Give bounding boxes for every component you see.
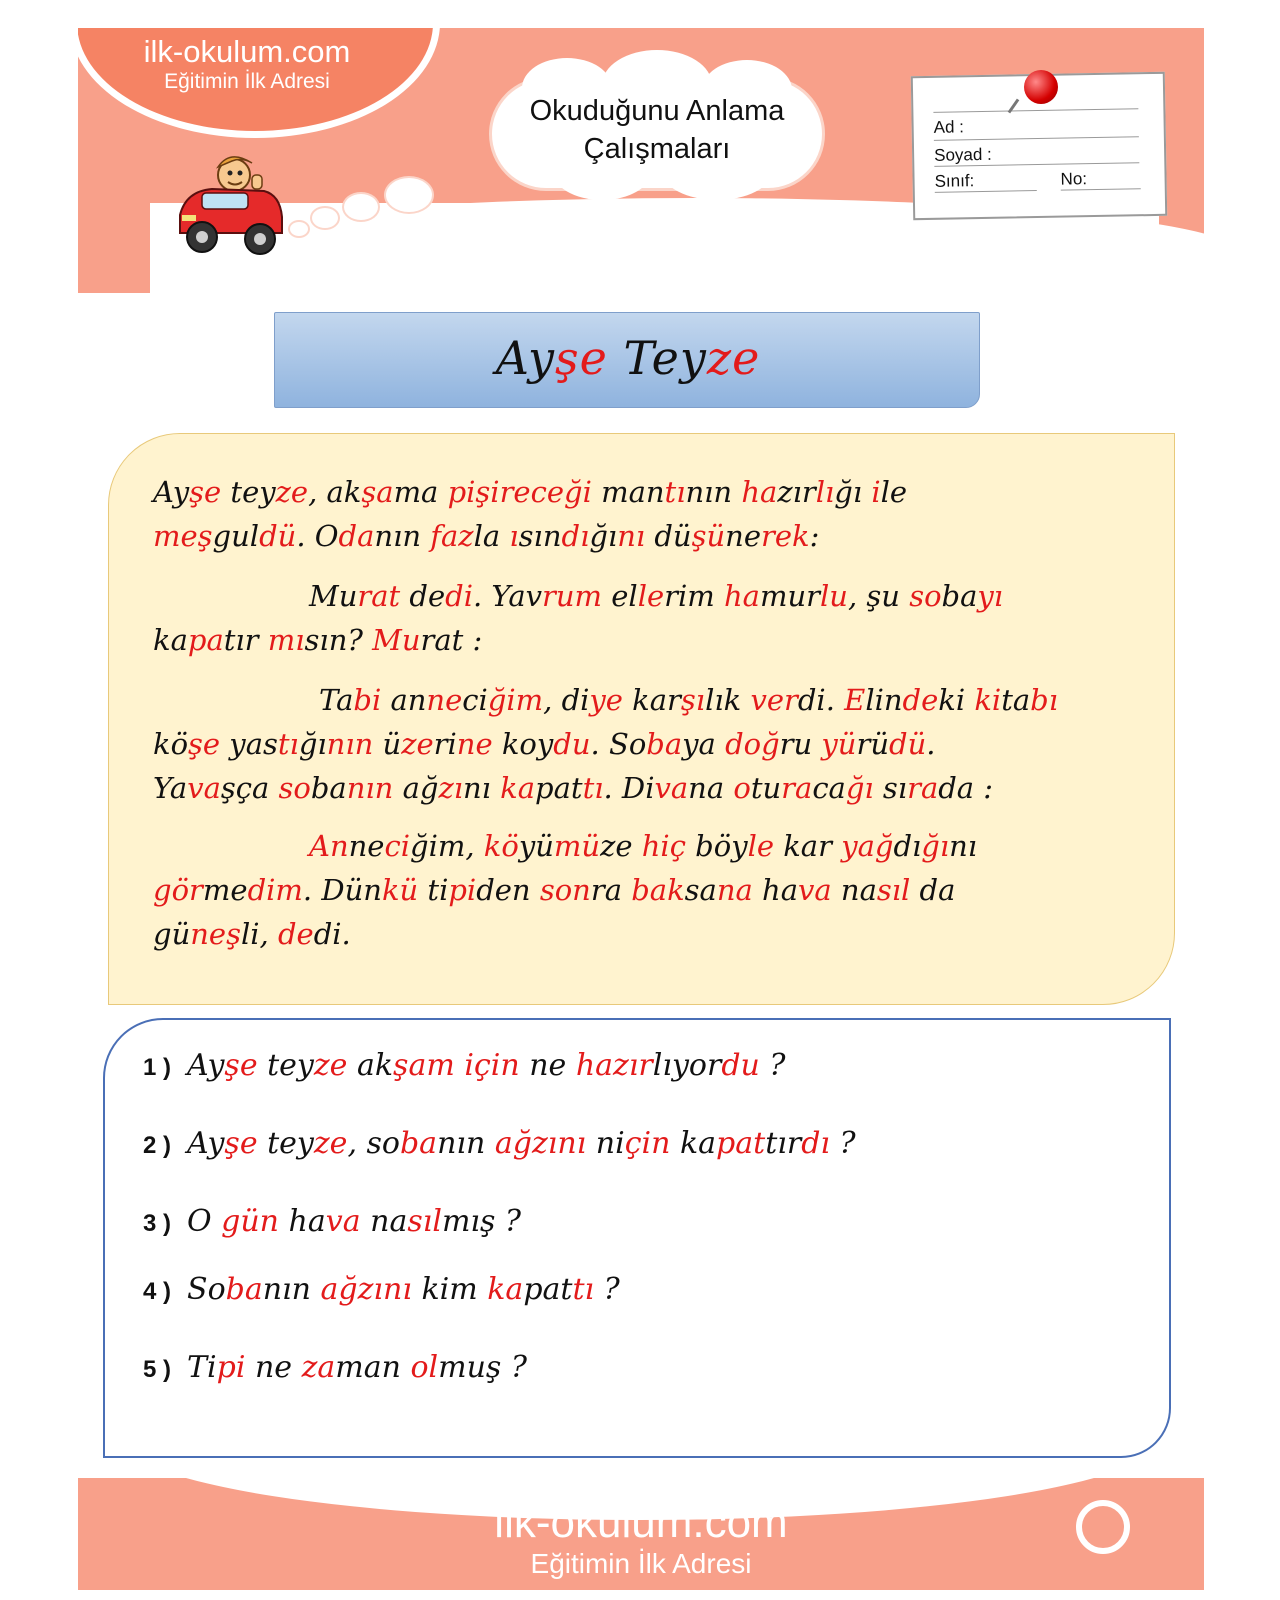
syllable-red: ağ xyxy=(494,1126,532,1161)
syllable-red: ba xyxy=(646,727,683,761)
syllable: tır xyxy=(223,623,268,657)
syllable-red: mı xyxy=(267,623,305,657)
syllable: ü xyxy=(373,727,402,761)
syllable-red: i xyxy=(871,475,881,509)
syllable: ta xyxy=(1001,683,1031,717)
syllable: nın xyxy=(374,519,431,553)
syllable-red: pat xyxy=(716,1126,766,1161)
question-item xyxy=(143,1350,527,1385)
syllable-red: gör xyxy=(153,873,203,907)
syllable-red: za xyxy=(301,1350,336,1385)
syllable: na xyxy=(688,771,734,805)
syllable-red: da xyxy=(338,519,375,553)
question-text xyxy=(187,1126,856,1161)
syllable: yü xyxy=(518,829,554,863)
syllable: Mu xyxy=(309,579,358,613)
question-text xyxy=(187,1350,527,1385)
syllable-red: ha xyxy=(741,475,778,509)
syllable-red: ne xyxy=(426,683,463,717)
question-number: 2 ) xyxy=(143,1132,172,1159)
syllable-red: şa xyxy=(361,475,394,509)
syllable-red: nı xyxy=(617,519,646,553)
syllable: kö xyxy=(153,727,189,761)
syllable: man xyxy=(335,1350,411,1385)
syllable: ru xyxy=(779,727,822,761)
syllable: , ak xyxy=(308,475,362,509)
syllable: man xyxy=(591,475,665,509)
syllable-red: le xyxy=(747,829,775,863)
question-text xyxy=(187,1048,785,1083)
soyad-label: Soyad : xyxy=(933,144,992,165)
question-item xyxy=(143,1272,620,1307)
syllable: nı xyxy=(949,829,978,863)
syllable: dı xyxy=(893,829,922,863)
syllable: rim xyxy=(664,579,724,613)
syllable: ne xyxy=(348,829,385,863)
syllable-red: dü xyxy=(889,727,927,761)
syllable: ha xyxy=(279,1204,326,1239)
syllable: dü xyxy=(645,519,692,553)
footer-slogan: Eğitimin İlk Adresi xyxy=(530,1548,752,1579)
syllable-red: tı xyxy=(572,1272,595,1307)
syllable-red: ne xyxy=(456,727,493,761)
passage-line xyxy=(319,678,1058,722)
syllable: , so xyxy=(347,1126,400,1161)
syllable-red: rek xyxy=(761,519,810,553)
syllable: zır xyxy=(777,475,816,509)
syllable: pat xyxy=(535,771,583,805)
syllable: nı xyxy=(463,771,501,805)
syllable: di. xyxy=(797,683,845,717)
syllable: ne xyxy=(725,519,762,553)
syllable-red: şe xyxy=(188,727,221,761)
syllable-red: An xyxy=(309,829,349,863)
reading-passage-box xyxy=(108,433,1175,1005)
syllable: yor xyxy=(671,1048,722,1083)
syllable: lı xyxy=(652,1048,672,1083)
syllable: lin xyxy=(865,683,903,717)
syllable: ka xyxy=(153,623,188,657)
syllable-red: hiç xyxy=(641,829,686,863)
syllable: Ya xyxy=(153,771,188,805)
syllable: tır xyxy=(765,1126,802,1161)
syllable-red: ye xyxy=(589,683,623,717)
syllable-red: ağ xyxy=(320,1272,358,1307)
syllable: da xyxy=(910,873,956,907)
question-number: 4 ) xyxy=(143,1278,172,1305)
syllable-red: ha xyxy=(724,579,760,613)
syllable: Ay xyxy=(187,1126,225,1161)
syllable: nın xyxy=(262,1272,321,1307)
syllable: an xyxy=(381,683,427,717)
syllable: . So xyxy=(590,727,647,761)
syllable: şça xyxy=(220,771,279,805)
syllable: el xyxy=(602,579,638,613)
syllable: de xyxy=(400,579,446,613)
syllable: na xyxy=(831,873,877,907)
syllable: nın xyxy=(437,1126,495,1161)
syllable: , di xyxy=(543,683,590,717)
syllable-red: dı xyxy=(801,1126,831,1161)
thought-puff xyxy=(312,208,338,228)
syllable: di. xyxy=(313,917,351,951)
thought-puff xyxy=(386,178,432,212)
footer-band xyxy=(78,1478,1204,1590)
header-left-strip xyxy=(78,198,150,293)
syllable-red: ra xyxy=(907,771,939,805)
syllable-red: nın xyxy=(346,771,394,805)
syllable-red: dim xyxy=(247,873,303,907)
syllable-red: ver xyxy=(750,683,798,717)
passage-line xyxy=(309,574,1003,618)
syllable: ğı xyxy=(834,475,872,509)
syllable-red: so xyxy=(278,771,311,805)
syllable: Ay xyxy=(187,1048,225,1083)
syllable: Ay xyxy=(153,475,190,509)
syllable-red: so xyxy=(909,579,942,613)
syllable-red: E xyxy=(844,683,866,717)
syllable-red: ba xyxy=(399,1126,438,1161)
syllable-red: kö xyxy=(483,829,519,863)
syllable: ğı xyxy=(589,519,618,553)
syllable-red: yağ xyxy=(841,829,894,863)
syllable: ni xyxy=(586,1126,625,1161)
syllable: yas xyxy=(220,727,278,761)
syllable: . Di xyxy=(603,771,655,805)
syllable-red: dı xyxy=(561,519,590,553)
syllable-red: ha xyxy=(575,1048,614,1083)
syllable: rü xyxy=(856,727,890,761)
syllable: da : xyxy=(938,771,994,805)
syllable-red: pi xyxy=(448,873,477,907)
syllable-red: na xyxy=(716,873,753,907)
syllable: mur xyxy=(759,579,821,613)
syllable-red: neş xyxy=(190,917,241,951)
syllable: ak xyxy=(347,1048,394,1083)
question-number: 1 ) xyxy=(143,1054,172,1081)
question-text xyxy=(187,1272,620,1307)
syllable: mış ? xyxy=(441,1204,522,1239)
syllable: la xyxy=(473,519,510,553)
syllable-red: kü xyxy=(381,873,419,907)
passage-line xyxy=(153,618,482,662)
syllable: O xyxy=(187,1204,222,1239)
syllable-red: ğı xyxy=(845,771,874,805)
syllable-red: zı xyxy=(531,1126,558,1161)
syllable-red: o xyxy=(733,771,751,805)
syllable: sa xyxy=(684,873,717,907)
syllable-red: şı xyxy=(680,683,706,717)
passage-line xyxy=(153,868,955,912)
question-text xyxy=(187,1204,521,1239)
syllable-red: çin xyxy=(473,1048,520,1083)
syllable-red: de xyxy=(277,917,314,951)
syllable: ba xyxy=(941,579,978,613)
syllable: koy xyxy=(492,727,554,761)
syllable: ğı xyxy=(298,727,327,761)
syllable-red: tı xyxy=(582,771,604,805)
syllable: ma xyxy=(393,475,448,509)
syllable: nın xyxy=(685,475,742,509)
syllable-red: bi xyxy=(353,683,382,717)
syllable-red: ğim xyxy=(487,683,544,717)
syllable-red: nı xyxy=(557,1126,587,1161)
syllable: böy xyxy=(685,829,748,863)
syllable: kar xyxy=(774,829,842,863)
syllable-red: bı xyxy=(1030,683,1059,717)
syllable-red: lu xyxy=(820,579,848,613)
syllable: sın xyxy=(518,519,562,553)
syllable-red: şe xyxy=(224,1126,258,1161)
syllable-red: mü xyxy=(553,829,601,863)
syllable: , şu xyxy=(847,579,910,613)
syllable: ya xyxy=(682,727,726,761)
thought-puff xyxy=(290,222,308,236)
syllable: ci xyxy=(462,683,488,717)
question-item xyxy=(143,1204,521,1239)
syllable-red: lı xyxy=(815,475,835,509)
syllable: tu xyxy=(750,771,782,805)
syllable: Ti xyxy=(187,1350,217,1385)
syllable-red: sıl xyxy=(407,1204,442,1239)
syllable-red: di xyxy=(445,579,473,613)
syllable-red: va xyxy=(325,1204,361,1239)
footer-site: ilk-okulum.com xyxy=(494,1498,788,1547)
syllable-red: sıl xyxy=(876,873,911,907)
syllable: ? xyxy=(830,1126,856,1161)
syllable-red: yü xyxy=(821,727,857,761)
syllable-red: pi xyxy=(216,1350,246,1385)
syllable: ba xyxy=(310,771,347,805)
syllable-red: bak xyxy=(631,873,685,907)
syllable-red: şe xyxy=(224,1048,258,1083)
syllable-red: ra xyxy=(781,771,813,805)
syllable: ri xyxy=(433,727,457,761)
syllable: lık xyxy=(705,683,751,717)
syllable xyxy=(455,1048,465,1083)
passage-line xyxy=(153,912,351,956)
syllable-red: pa xyxy=(187,623,224,657)
syllable: tey xyxy=(257,1126,314,1161)
syllable: ne xyxy=(519,1048,576,1083)
syllable: ? xyxy=(759,1048,786,1083)
syllable: sı xyxy=(873,771,908,805)
syllable-red: ol xyxy=(410,1350,439,1385)
no-label: No: xyxy=(1060,169,1088,189)
syllable: . xyxy=(926,727,936,761)
syllable-red: va xyxy=(798,873,832,907)
syllable: ne xyxy=(245,1350,302,1385)
logo-site: ilk-okulum.com xyxy=(143,34,351,69)
syllable-red: ze xyxy=(275,475,309,509)
syllable: den xyxy=(476,873,540,907)
syllable-red: nın xyxy=(326,727,374,761)
sinif-label: Sınıf: xyxy=(934,171,975,191)
syllable: gü xyxy=(153,917,191,951)
syllable-red: va xyxy=(654,771,689,805)
syllable-red: tı xyxy=(664,475,686,509)
syllable: ca xyxy=(812,771,846,805)
syllable-red: gün xyxy=(221,1204,280,1239)
passage-line xyxy=(153,514,819,558)
syllable: rat : xyxy=(420,623,483,657)
syllable: ki xyxy=(938,683,975,717)
passage-line xyxy=(153,766,993,810)
syllable: . Dün xyxy=(302,873,382,907)
syllable: ze xyxy=(600,829,642,863)
syllable-red: Mu xyxy=(372,623,421,657)
syllable: tey xyxy=(257,1048,314,1083)
syllable-red: faz xyxy=(430,519,474,553)
syllable: ti xyxy=(418,873,449,907)
cloud-title-line2: Çalışmaları xyxy=(583,133,731,165)
ad-label: Ad : xyxy=(933,117,965,137)
syllable: le xyxy=(880,475,908,509)
thought-puff xyxy=(344,194,378,220)
syllable: kim xyxy=(411,1272,488,1307)
syllable: kar xyxy=(622,683,681,717)
syllable: ra xyxy=(590,873,632,907)
questions-box xyxy=(103,1018,1171,1458)
syllable-red: de xyxy=(902,683,939,717)
syllable-red: nı xyxy=(383,1272,412,1307)
cloud-title-line1: Okuduğunu Anlama xyxy=(529,95,785,127)
question-item xyxy=(143,1126,856,1161)
story-title: Ayşe Teyze xyxy=(495,331,761,385)
syllable-red: zı xyxy=(357,1272,384,1307)
syllable: tey xyxy=(221,475,276,509)
passage-line xyxy=(153,722,936,766)
syllable-red: şe xyxy=(189,475,222,509)
title-cloud xyxy=(492,80,822,188)
syllable-red: dü xyxy=(259,519,297,553)
syllable-red: son xyxy=(539,873,591,907)
syllable: ha xyxy=(752,873,798,907)
question-number: 3 ) xyxy=(143,1210,172,1237)
syllable-red: du xyxy=(721,1048,760,1083)
syllable-red: ı xyxy=(509,519,519,553)
syllable-red: rum xyxy=(542,579,603,613)
syllable-red: ze xyxy=(313,1048,348,1083)
question-item xyxy=(143,1048,786,1083)
syllable-red: ğı xyxy=(921,829,950,863)
syllable: ğim, xyxy=(410,829,484,863)
syllable: ağ xyxy=(393,771,439,805)
syllable-red: ci xyxy=(384,829,410,863)
syllable: ka xyxy=(670,1126,717,1161)
logo[interactable] xyxy=(78,34,416,94)
syllable: sın? xyxy=(304,623,373,657)
syllable-red: şü xyxy=(691,519,726,553)
syllable-red: ka xyxy=(500,771,536,805)
syllable-red: yı xyxy=(977,579,1004,613)
syllable-red: du xyxy=(553,727,591,761)
car-cartoon-icon xyxy=(172,145,292,265)
syllable-red: zır xyxy=(613,1048,653,1083)
syllable: muş ? xyxy=(438,1350,527,1385)
push-pin-icon xyxy=(1024,70,1058,104)
syllable-red: şam xyxy=(393,1048,455,1083)
syllable: pat xyxy=(523,1272,573,1307)
syllable-red: tı xyxy=(277,727,299,761)
syllable-red: ba xyxy=(225,1272,263,1307)
syllable-red: ze xyxy=(313,1126,348,1161)
syllable: . O xyxy=(296,519,339,553)
syllable-red: ki xyxy=(974,683,1002,717)
syllable-red: i xyxy=(464,1048,474,1083)
syllable-red: ceği xyxy=(530,475,592,509)
footer-logo[interactable] xyxy=(78,1498,1204,1580)
passage-line xyxy=(309,824,977,868)
story-title-banner xyxy=(274,312,980,408)
syllable-red: çin xyxy=(624,1126,671,1161)
syllable: . Yav xyxy=(472,579,542,613)
syllable-red: rat xyxy=(357,579,401,613)
syllable: So xyxy=(187,1272,226,1307)
logo-slogan: Eğitimin İlk Adresi xyxy=(164,70,330,93)
syllable: : xyxy=(809,519,820,553)
syllable-red: ze xyxy=(401,727,434,761)
syllable-red: doğ xyxy=(725,727,780,761)
syllable-red: meş xyxy=(153,519,213,553)
syllable-red: va xyxy=(187,771,221,805)
syllable: na xyxy=(360,1204,408,1239)
syllable: li, xyxy=(240,917,278,951)
question-number: 5 ) xyxy=(143,1356,172,1383)
syllable-red: ka xyxy=(487,1272,524,1307)
syllable: Ta xyxy=(319,683,354,717)
syllable: ? xyxy=(594,1272,620,1307)
syllable: gul xyxy=(212,519,260,553)
syllable-red: zı xyxy=(438,771,463,805)
syllable-red: pişire xyxy=(447,475,531,509)
syllable: me xyxy=(202,873,248,907)
passage-line xyxy=(153,470,907,514)
syllable-red: le xyxy=(637,579,665,613)
